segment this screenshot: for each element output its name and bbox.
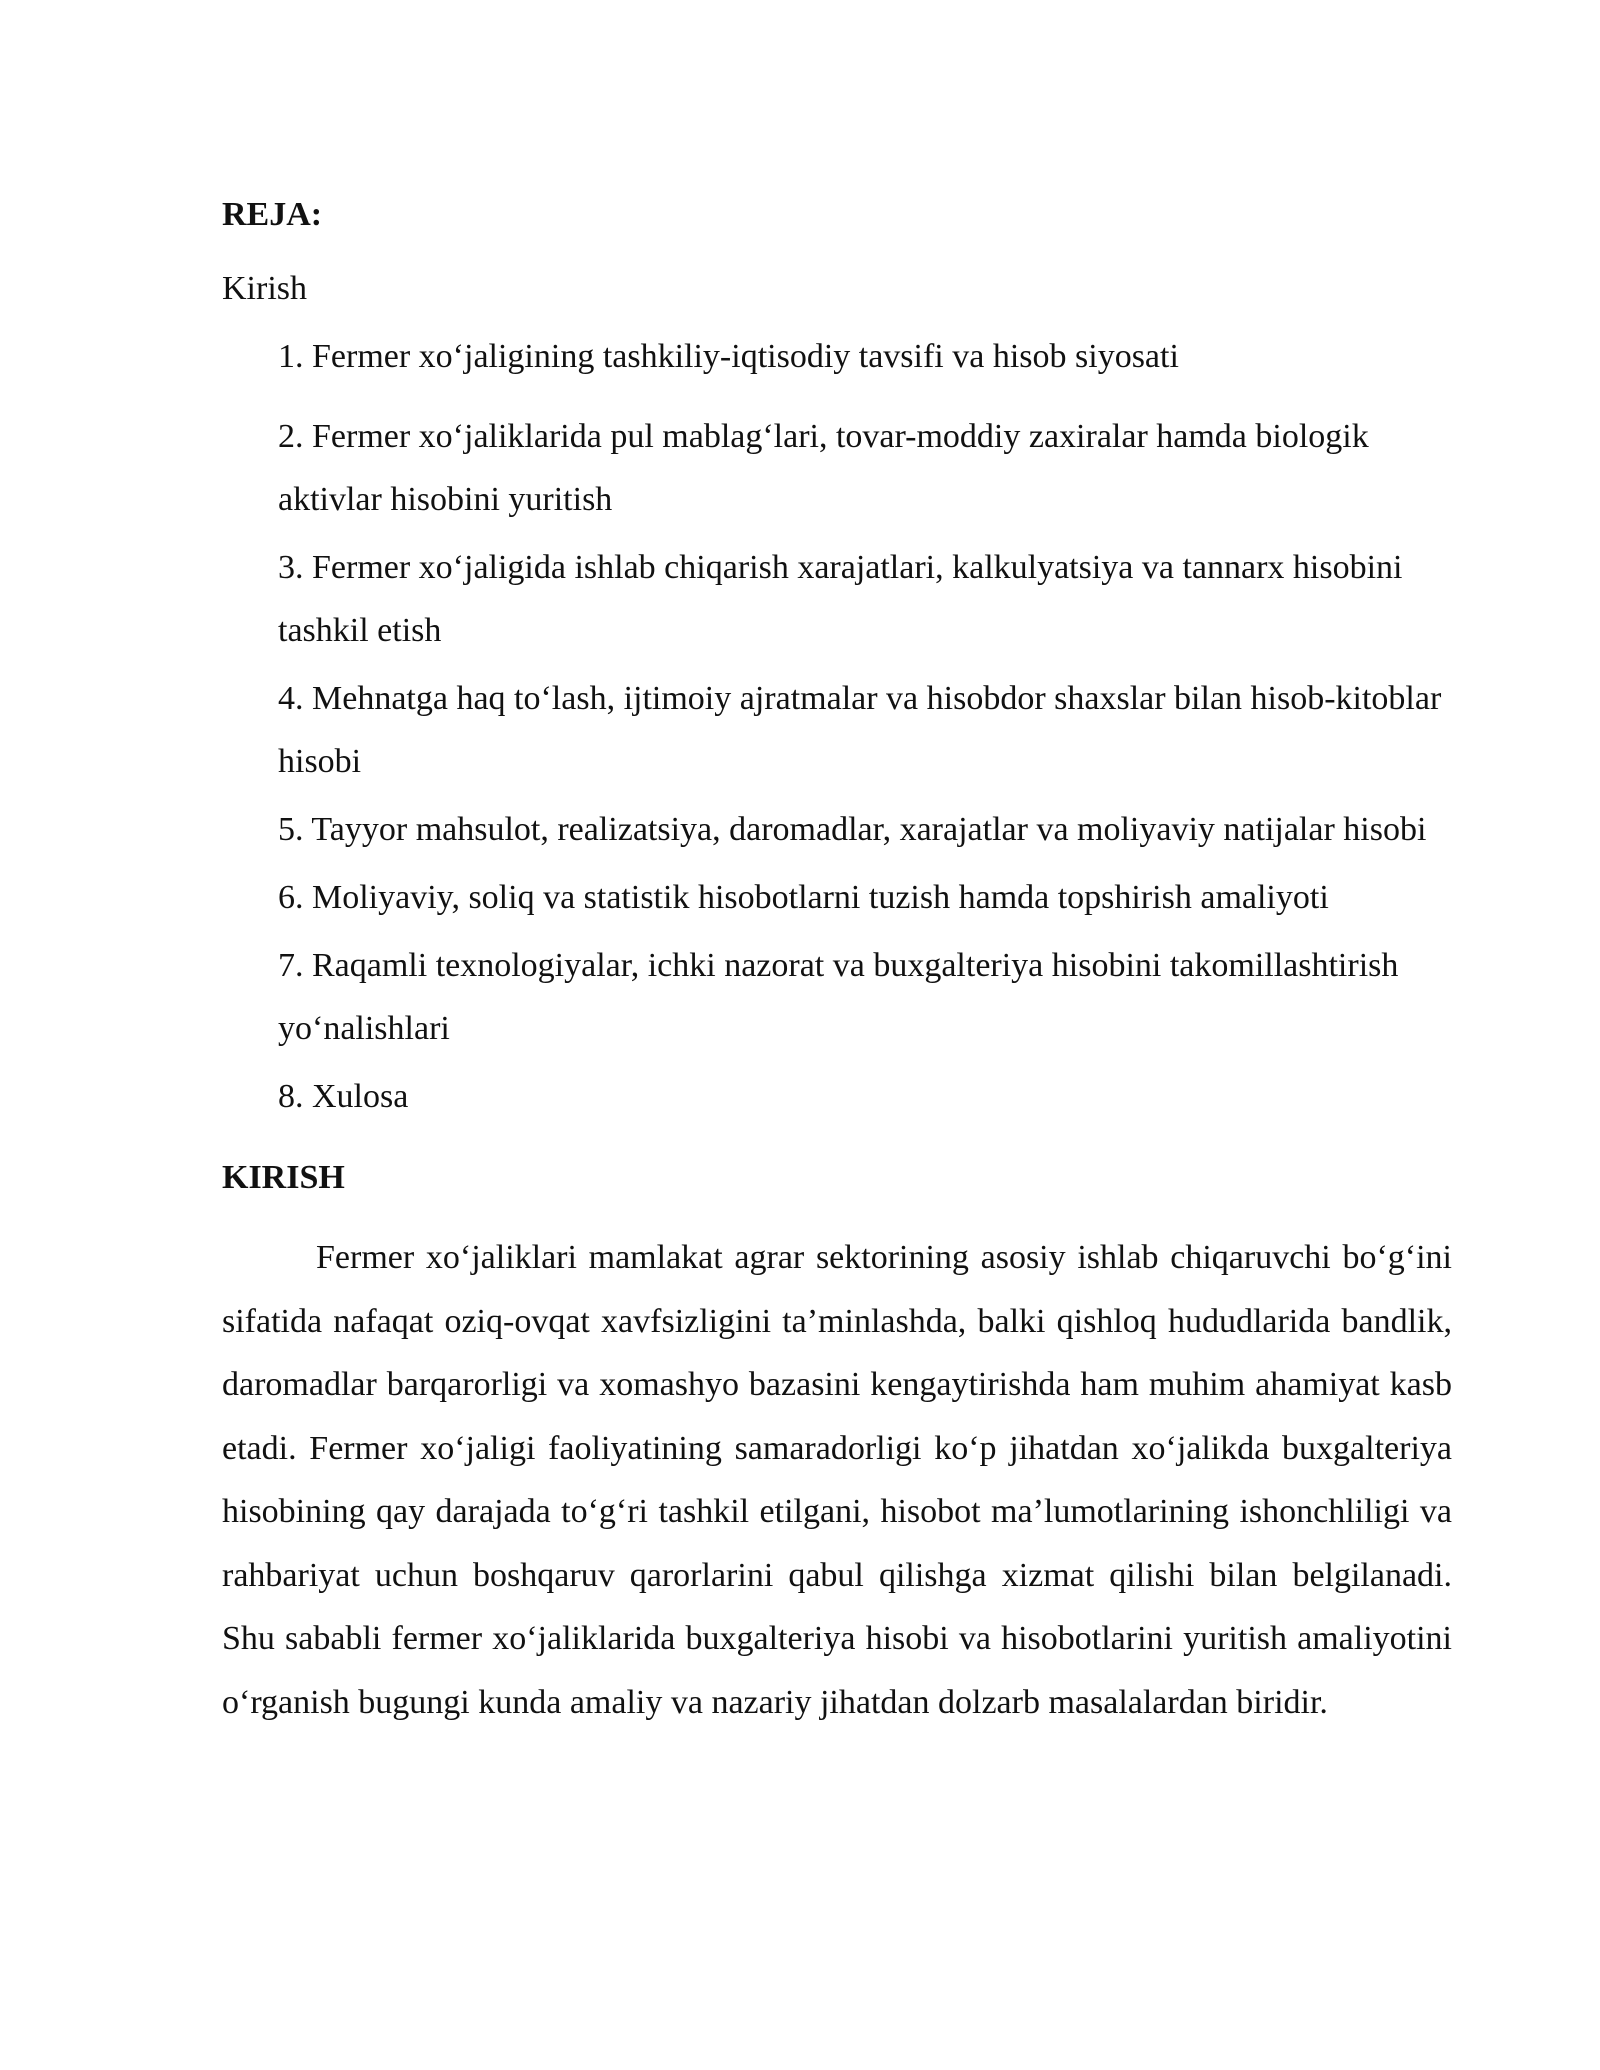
plan-item-1: 1. Fermer xo‘jaligining tashkiliy-iqtisodiy tavsifi va hisob siyosati — [278, 338, 1179, 375]
plan-list — [222, 337, 1452, 1128]
document-page — [222, 195, 1452, 1734]
plan-item-8: 8. Xulosa — [278, 1078, 409, 1115]
plan-item-3: 3. Fermer xo‘jaligida ishlab chiqarish xarajatlari, kalkulyatsiya va tannarx hisobini tashkil etish — [278, 549, 1403, 649]
plan-intro-label: Kirish — [222, 270, 307, 307]
plan-item-7: 7. Raqamli texnologiyalar, ichki nazorat va buxgalteriya hisobini takomillashtirish yo‘nalishlari — [278, 947, 1399, 1047]
intro-section-heading: KIRISH — [222, 1159, 345, 1196]
plan-heading: REJA: — [222, 196, 323, 233]
plan-item-6: 6. Moliyaviy, soliq va statistik hisobotlarni tuzish hamda topshirish amaliyoti — [278, 879, 1329, 916]
plan-item-4: 4. Mehnatga haq to‘lash, ijtimoiy ajratmalar va hisobdor shaxslar bilan hisob-kitoblar hisobi — [278, 680, 1442, 780]
plan-item-2: 2. Fermer xo‘jaliklarida pul mablag‘lari, tovar-moddiy zaxiralar hamda biologik aktivlar hisobini yuritish — [278, 418, 1369, 518]
plan-item-5: 5. Tayyor mahsulot, realizatsiya, daromadlar, xarajatlar va moliyaviy natijalar hisobi — [278, 811, 1427, 848]
intro-paragraph: Fermer xo‘jaliklari mamlakat agrar sektorining asosiy ishlab chiqaruvchi bo‘g‘ini sifatida nafaqat oziq-ovqat xavfsizligini ta’minlashda, balki qishloq hududlarida bandlik, daromadlar barqarorligi va xomashyo bazasini kengaytirishda ham muhim ahamiyat kasb etadi. Fermer xo‘jaligi faoliyatining samaradorligi ko‘p jihatdan xo‘jalikda buxgalteriya hisobining qay darajada to‘g‘ri tashkil etilgani, hisobot ma’lumotlarining ishonchliligi va rahbariyat uchun boshqaruv qarorlarini qabul qilishga xizmat qilishi bilan belgilanadi. Shu sababli fermer xo‘jaliklarida buxgalteriya hisobi va hisobotlarini yuritish amaliyotini o‘rganish bugungi kunda amaliy va nazariy jihatdan dolzarb masalalardan biridir. — [222, 1239, 1452, 1721]
